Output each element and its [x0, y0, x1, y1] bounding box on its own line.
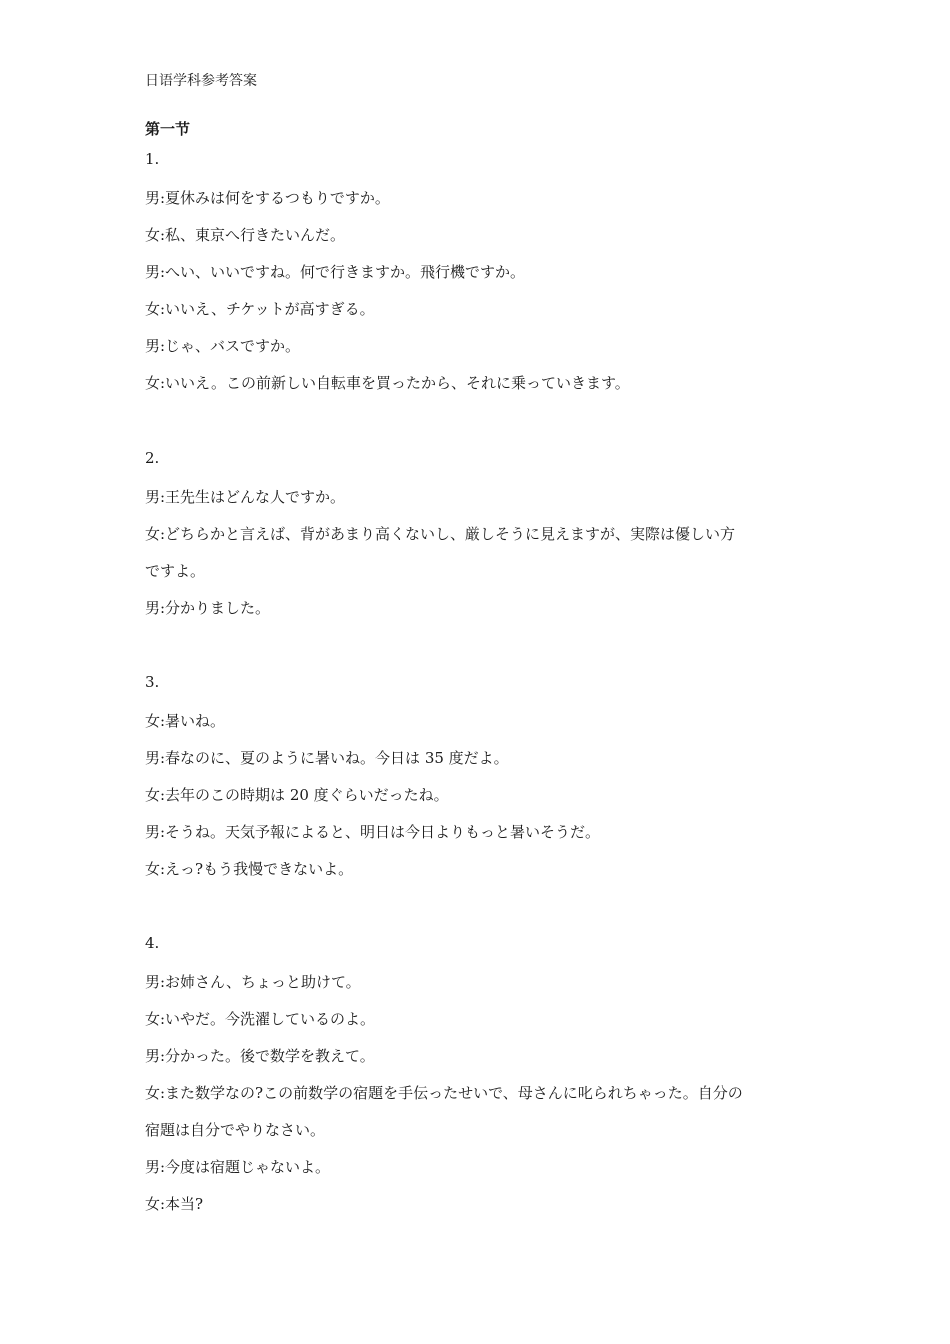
section-title: 第一节 [145, 120, 191, 138]
dialogue-line: 男:分かった。後で数学を教えて。 [145, 1047, 375, 1065]
dialogue-line: 女:去年のこの時期は 20 度ぐらいだったね。 [145, 786, 449, 804]
dialogue-line: 男:春なのに、夏のように暑いね。今日は 35 度だよ。 [145, 749, 509, 767]
dialogue-line: 宿題は自分でやりなさい。 [145, 1121, 326, 1139]
dialogue-number: 4. [145, 934, 160, 952]
dialogue-number: 2. [145, 449, 160, 467]
dialogue-line: 男:じゃ、バスですか。 [145, 337, 301, 355]
dialogue-line: ですよ。 [145, 562, 206, 580]
dialogue-line: 男:王先生はどんな人ですか。 [145, 488, 346, 506]
dialogue-line: 女:えっ?もう我慢できないよ。 [145, 860, 354, 878]
dialogue-line: 男:分かりました。 [145, 599, 271, 617]
dialogue-number: 3. [145, 673, 160, 691]
dialogue-line: 男:今度は宿題じゃないよ。 [145, 1158, 331, 1176]
dialogue-line: 女:また数学なの?この前数学の宿題を手伝ったせいで、母さんに叱られちゃった。自分の [145, 1084, 743, 1102]
dialogue-number: 1. [145, 150, 160, 168]
dialogue-line: 男:へい、いいですね。何で行きますか。飛行機ですか。 [145, 263, 526, 281]
dialogue-line: 女:暑いね。 [145, 712, 226, 730]
dialogue-line: 女:いいえ。この前新しい自転車を買ったから、それに乗っていきます。 [145, 374, 630, 392]
dialogue-line: 男:夏休みは何をするつもりですか。 [145, 189, 390, 207]
dialogue-line: 女:いいえ、チケットが高すぎる。 [145, 300, 375, 318]
dialogue-line: 女:私、東京へ行きたいんだ。 [145, 226, 346, 244]
dialogue-line: 女:どちらかと言えば、背があまり高くないし、厳しそうに見えますが、実際は優しい方 [145, 525, 736, 543]
dialogue-line: 男:そうね。天気予報によると、明日は今日よりもっと暑いそうだ。 [145, 823, 601, 841]
dialogue-line: 女:いやだ。今洗濯しているのよ。 [145, 1010, 376, 1028]
dialogue-line: 女:本当? [145, 1195, 204, 1213]
dialogue-line: 男:お姉さん、ちょっと助けて。 [145, 973, 361, 991]
document-header: 日语学科参考答案 [145, 73, 257, 89]
